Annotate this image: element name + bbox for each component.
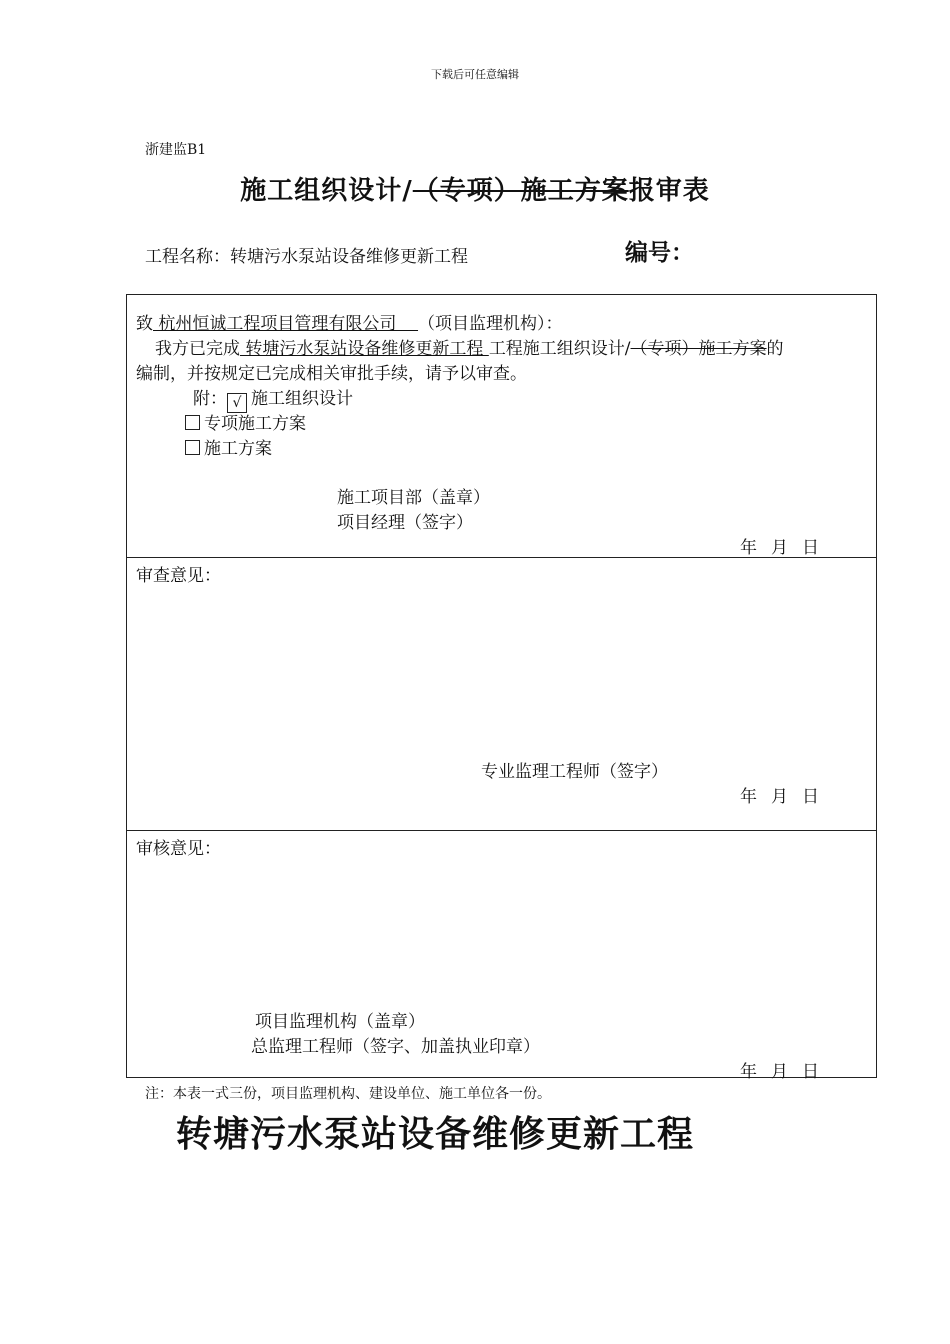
date-year: 年 [740,538,757,558]
footnote: 注：本表一式三份，项目监理机构、建设单位、施工单位各一份。 [145,1086,551,1102]
title-part1: 施工组织设计/ [240,176,413,206]
recipient-name: 杭州恒诚工程项目管理有限公司 [153,314,419,334]
date-year: 年 [740,1062,757,1082]
project-manager-sign-label: 项目经理（签字） [337,513,473,533]
header-note: 下载后可任意编辑 [431,68,519,81]
specialist-engineer-sign-label: 专业监理工程师（签字） [481,762,668,782]
attachment-option-3 [185,434,272,459]
title-part3: 报审表 [628,176,710,206]
form-code: 浙建监B1 [145,142,207,158]
chief-engineer-sign-label: 总监理工程师（签字、加盖执业印章） [251,1037,540,1057]
date-line [740,1057,819,1082]
submission-section [127,295,876,557]
number-label: 编号： [625,239,694,266]
approval-form-table [126,294,877,1082]
completion-mid: 工程施工组织设计/ [488,339,631,359]
project-name-line [145,242,468,267]
form-title [0,170,950,207]
title-struck-part: （专项）施工方案 [412,176,629,206]
date-month: 月 [771,538,788,558]
completion-struck: （专项）施工方案 [630,339,767,359]
date-day: 日 [802,538,819,558]
to-prefix: 致 [136,314,153,334]
completion-line [155,334,784,359]
recipient-suffix: （项目监理机构）： [418,314,563,334]
date-day: 日 [802,787,819,807]
contractor-seal-label: 施工项目部（盖章） [337,488,490,508]
completion-end: 的 [766,339,784,359]
date-day: 日 [802,1062,819,1082]
project-label: 工程名称： [145,247,230,267]
completion-prefix: 我方已完成 [155,339,240,359]
completion-line-cont: 编制，并按规定已完成相关审批手续，请予以审查。 [136,364,527,384]
project-name: 转塘污水泵站设备维修更新工程 [230,247,468,267]
date-month: 月 [771,787,788,807]
date-line [740,533,819,558]
date-line [740,782,819,807]
attachment-option-2 [185,409,306,434]
big-project-name: 转塘污水泵站设备维修更新工程 [176,1113,695,1155]
option-label: 专项施工方案 [204,414,306,434]
date-year: 年 [740,787,757,807]
review-section [127,557,876,831]
completion-project: 转塘污水泵站设备维修更新工程 [240,339,489,359]
option-label: 施工方案 [204,439,272,459]
recipient-line [136,309,563,334]
approval-section [127,830,876,1080]
checkbox-unchecked[interactable] [185,415,200,430]
review-heading: 审查意见： [136,566,221,586]
supervision-seal-label: 项目监理机构（盖章） [255,1012,425,1032]
attach-label: 附： [193,389,227,409]
checkbox-checked[interactable]: √ [227,393,247,413]
option-label: 施工组织设计 [251,389,353,409]
date-month: 月 [771,1062,788,1082]
checkbox-unchecked[interactable] [185,440,200,455]
approval-heading: 审核意见： [136,839,221,859]
